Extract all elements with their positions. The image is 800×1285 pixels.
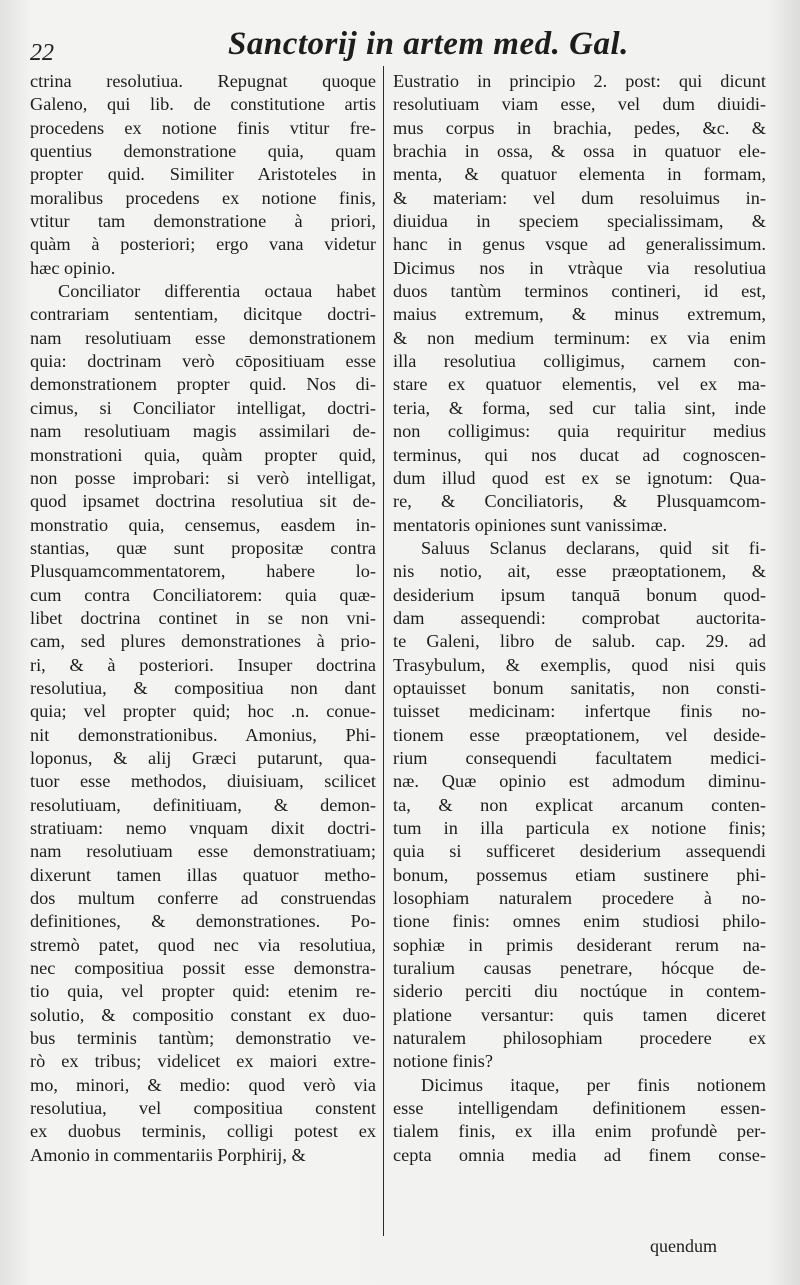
text-line: Dicimus nos in vtràque via resolutiua <box>393 257 766 278</box>
text-line: resolutiuam viam esse, vel dum diuidi- <box>393 94 766 115</box>
text-line: mentatoris opiniones sunt vanissimæ. <box>393 514 668 535</box>
text-line: sophiæ in primis desiderant rerum na- <box>393 934 766 955</box>
text-line: dos multum conferre ad construendas <box>30 888 376 909</box>
text-line: dam assequendi: comprobat auctorita- <box>393 607 766 628</box>
text-line: esse intelligendam definitionem essen- <box>393 1098 766 1119</box>
text-line: næ. Quæ opinio est admodum diminu- <box>393 771 766 792</box>
text-line: Eustratio in principio 2. post: qui dicunt <box>393 71 766 91</box>
text-line: dum illud quod est ex se ignotum: Qua- <box>393 467 766 488</box>
text-line: resolutiua, vel compositiua constent <box>30 1098 376 1119</box>
text-line: nec compositiua possit esse demonstra- <box>30 958 376 979</box>
text-line: quentius demonstratione quia, quam <box>30 141 376 162</box>
text-line: & non medium terminum: ex via enim <box>393 327 766 348</box>
text-line: bus terminis tantùm; demonstratio ve- <box>30 1028 376 1049</box>
text-line: quia; vel propter quid; hoc .n. conue- <box>30 701 376 722</box>
text-line: quàm à posteriori; ergo vana videtur <box>30 234 376 255</box>
text-line: quia si sufficeret desiderium assequendi <box>393 841 766 862</box>
text-line: cum contra Conciliatorem: quia quæ- <box>30 584 376 605</box>
text-line: Trasybulum, & exemplis, quod nisi quis <box>393 654 766 675</box>
text-line: dixerunt tamen illas quatuor metho- <box>30 864 376 885</box>
text-line: te Galeni, libro de salub. cap. 29. ad <box>393 631 766 652</box>
text-line: tione finis: omnes enim studiosi philo- <box>393 911 766 932</box>
text-line: resolutiua, & compositiua non dant <box>30 677 376 698</box>
text-line: nam resolutiuam magis assimilari de- <box>30 421 376 442</box>
text-line: Saluus Sclanus declarans, quid sit fi- <box>421 537 766 558</box>
text-line: cam, sed plures demonstrationes à prio- <box>30 631 376 652</box>
text-line: losophiam naturalem procedere à no- <box>393 888 766 909</box>
text-line: tionem esse præoptationem, vel deside- <box>393 724 766 745</box>
running-head: Sanctorij in artem med. Gal. <box>228 26 629 62</box>
text-line: stantias, quæ sunt propositæ contra <box>30 537 376 558</box>
text-line: libet doctrina continet in se non vni- <box>30 607 376 628</box>
text-line: moralibus procedens ex notione finis, <box>30 187 376 208</box>
text-line: tialem finis, ex illa enim profundè per- <box>393 1121 766 1142</box>
text-line: quod ipsamet doctrina resolutiua sit de- <box>30 491 376 512</box>
right-column <box>393 70 766 1167</box>
text-line: teria, & forma, sed cur talia sint, inde <box>393 397 766 418</box>
text-line: nam resolutiuam esse demonstratiuam; <box>30 841 376 862</box>
text-line: bonum, possemus etiam sustinere phi- <box>393 864 766 885</box>
text-line: menta, & quatuor elementa in formam, <box>393 164 766 185</box>
text-line: loponus, & alij Græci putarunt, qua- <box>30 747 376 768</box>
text-line: tio quia, vel propter quid: etenim re- <box>30 981 376 1002</box>
text-line: & materiam: vel dum resoluimus in- <box>393 187 766 208</box>
text-line: non colligimus: quia requiritur medius <box>393 421 766 442</box>
text-line: Plusquamcommentatorem, habere lo- <box>30 561 376 582</box>
text-line: tuisset medicinam: infertque finis no- <box>393 701 766 722</box>
text-line: propter quid. Similiter Aristoteles in <box>30 164 376 185</box>
text-line: turalium causas penetrare, hócque de- <box>393 958 766 979</box>
catchword: quendum <box>650 1236 717 1256</box>
text-line: stratiuam: nemo vnquam dixit doctri- <box>30 818 376 838</box>
text-line: quia: doctrinam verò cōpositiuam esse <box>30 351 376 372</box>
text-line: Conciliator differentia octaua habet <box>58 281 376 302</box>
text-line: nam resolutiuam esse demonstrationem <box>30 327 376 348</box>
text-line: re, & Conciliatoris, & Plusquamcom- <box>393 491 766 512</box>
text-line: definitiones, & demonstrationes. Po- <box>30 911 376 932</box>
text-line: desiderium ipsum tanquā bonum quod- <box>393 584 766 605</box>
text-line: solutio, & compositio constant ex duo- <box>30 1004 376 1025</box>
text-line: naturalem philosophiam procedere ex <box>393 1028 766 1049</box>
text-line: ctrina resolutiua. Repugnat quoque <box>30 71 376 91</box>
text-line: resolutiuam, definitiuam, & demon- <box>30 794 376 815</box>
text-line: illa resolutiua colligimus, carnem con- <box>393 351 766 372</box>
text-line: nis notio, ait, esse præoptationem, & <box>393 561 766 582</box>
text-line: hanc in genus vsque ad generalissimum. <box>393 234 766 255</box>
text-line: cimus, si Conciliator intelligat, doctri- <box>30 397 376 418</box>
column-divider <box>383 66 384 1236</box>
text-line: cepta omnia media ad finem conse- <box>393 1144 766 1165</box>
text-line: Galeno, qui lib. de constitutione artis <box>30 94 376 115</box>
text-line: hæc opinio. <box>30 257 116 278</box>
page-header <box>0 18 800 68</box>
text-line: contrariam sententiam, dicitque doctri- <box>30 304 376 325</box>
left-column <box>30 70 376 1167</box>
text-line: brachia in ossa, & ossa in quatuor ele- <box>393 141 766 162</box>
text-line: tum in illa particula ex notione finis; <box>393 818 766 838</box>
text-line: stremò patet, quod nec via resolutiua, <box>30 934 376 955</box>
text-line: siderio perciti diu noctúque in contem- <box>393 981 766 1002</box>
text-line: notione finis? <box>393 1051 494 1072</box>
text-line: ex duobus terminis, colligi potest ex <box>30 1121 376 1142</box>
text-line: mo, minori, & medio: quod verò via <box>30 1074 376 1095</box>
page-number: 22 <box>30 40 54 66</box>
text-line: nit demonstrationibus. Amonius, Phi- <box>30 724 376 745</box>
text-line: rò ex tribus; videlicet ex maiori extre- <box>30 1051 376 1072</box>
text-line: ta, & non explicat arcanum conten- <box>393 794 766 815</box>
text-line: Dicimus itaque, per finis notionem <box>421 1074 766 1095</box>
text-line: maius extremum, & minus extremum, <box>393 304 766 325</box>
text-line: procedens ex notione finis vtitur fre- <box>30 117 376 138</box>
text-line: Amonio in commentariis Porphirij, & <box>30 1144 306 1165</box>
text-line: platione versantur: quis tamen diceret <box>393 1004 766 1025</box>
text-line: diuidua in speciem specialissimam, & <box>393 211 766 232</box>
text-line: rium consequendi facultatem medici- <box>393 747 766 768</box>
text-line: non posse improbari: si verò intelligat, <box>30 467 376 488</box>
text-line: monstratio quia, censemus, easdem in- <box>30 514 376 535</box>
text-line: terminus, qui nos ducat ad cognoscen- <box>393 444 766 465</box>
text-line: stare ex quatuor elementis, vel ex ma- <box>393 374 766 395</box>
text-line: tuor esse methodos, diuisiuam, scilicet <box>30 771 376 792</box>
text-line: duos tantùm terminos contineri, id est, <box>393 281 766 302</box>
text-line: ri, & à posteriori. Insuper doctrina <box>30 654 376 675</box>
text-line: demonstrationem propter quid. Nos di- <box>30 374 376 395</box>
text-line: vtitur tam demonstratione à priori, <box>30 211 376 232</box>
text-line: mus corpus in brachia, pedes, &c. & <box>393 117 766 138</box>
text-line: monstrationi quia, quàm propter quid, <box>30 444 376 465</box>
text-line: optauisset bonum sanitatis, non consti- <box>393 677 766 698</box>
